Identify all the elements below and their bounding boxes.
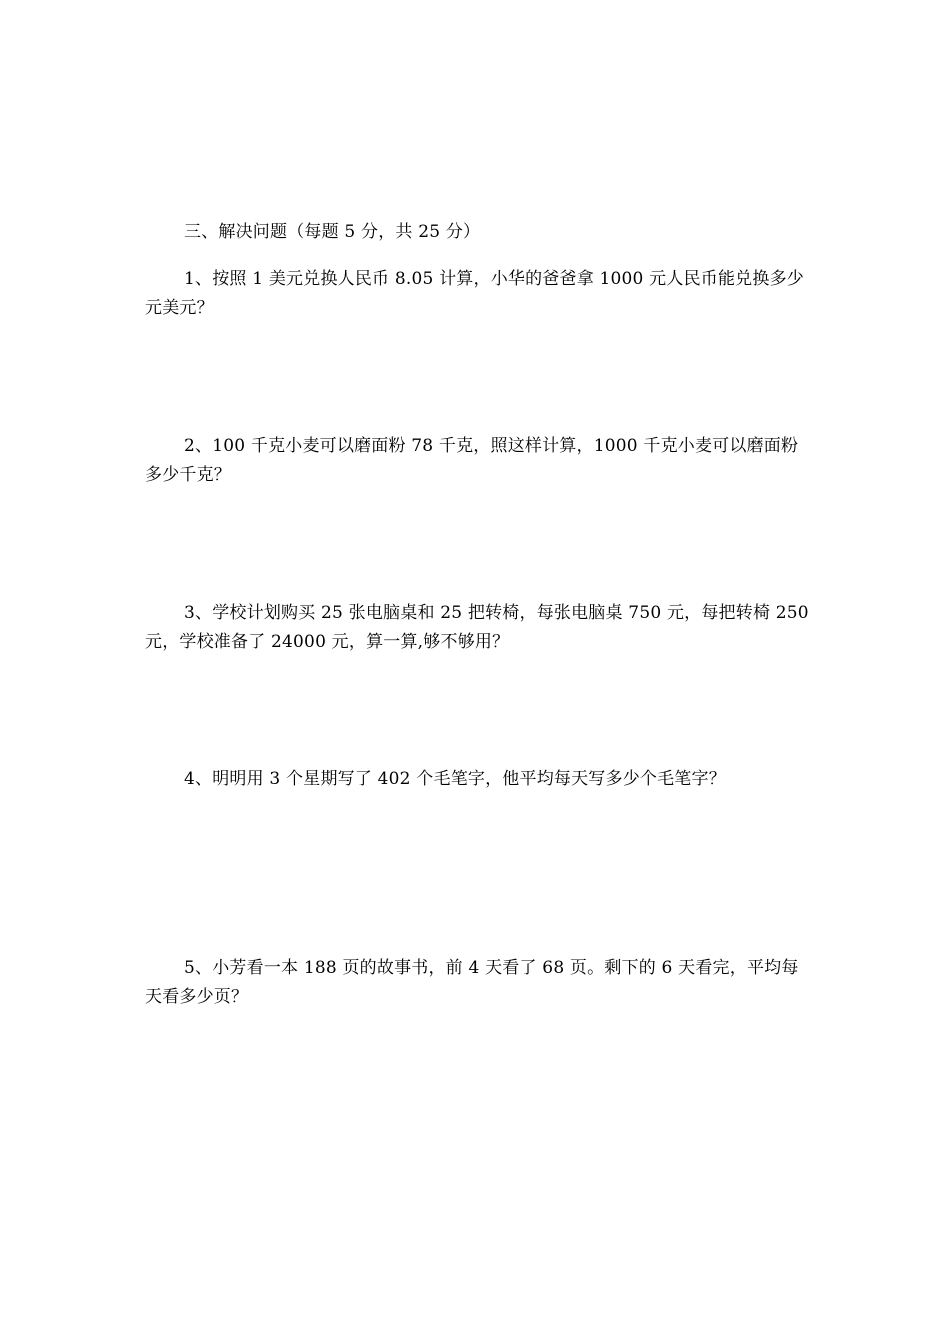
question-5: 5、小芳看一本 188 页的故事书，前 4 天看了 68 页。剩下的 6 天看完，平均每天看多少页？ bbox=[145, 958, 799, 1007]
question-2: 2、100 千克小麦可以磨面粉 78 千克，照这样计算，1000 千克小麦可以磨面粉多少千克？ bbox=[145, 436, 799, 485]
section-heading: 三、解决问题（每题 5 分，共 25 分） bbox=[184, 222, 481, 242]
question-4: 4、明明用 3 个星期写了 402 个毛笔字，他平均每天写多少个毛笔字？ bbox=[184, 769, 726, 789]
question-3: 3、学校计划购买 25 张电脑桌和 25 把转椅，每张电脑桌 750 元，每把转椅 250 元，学校准备了 24000 元，算一算,够不够用？ bbox=[145, 603, 809, 652]
question-1: 1、按照 1 美元兑换人民币 8.05 计算，小华的爸爸拿 1000 元人民币能兑换多少元美元？ bbox=[145, 269, 804, 318]
